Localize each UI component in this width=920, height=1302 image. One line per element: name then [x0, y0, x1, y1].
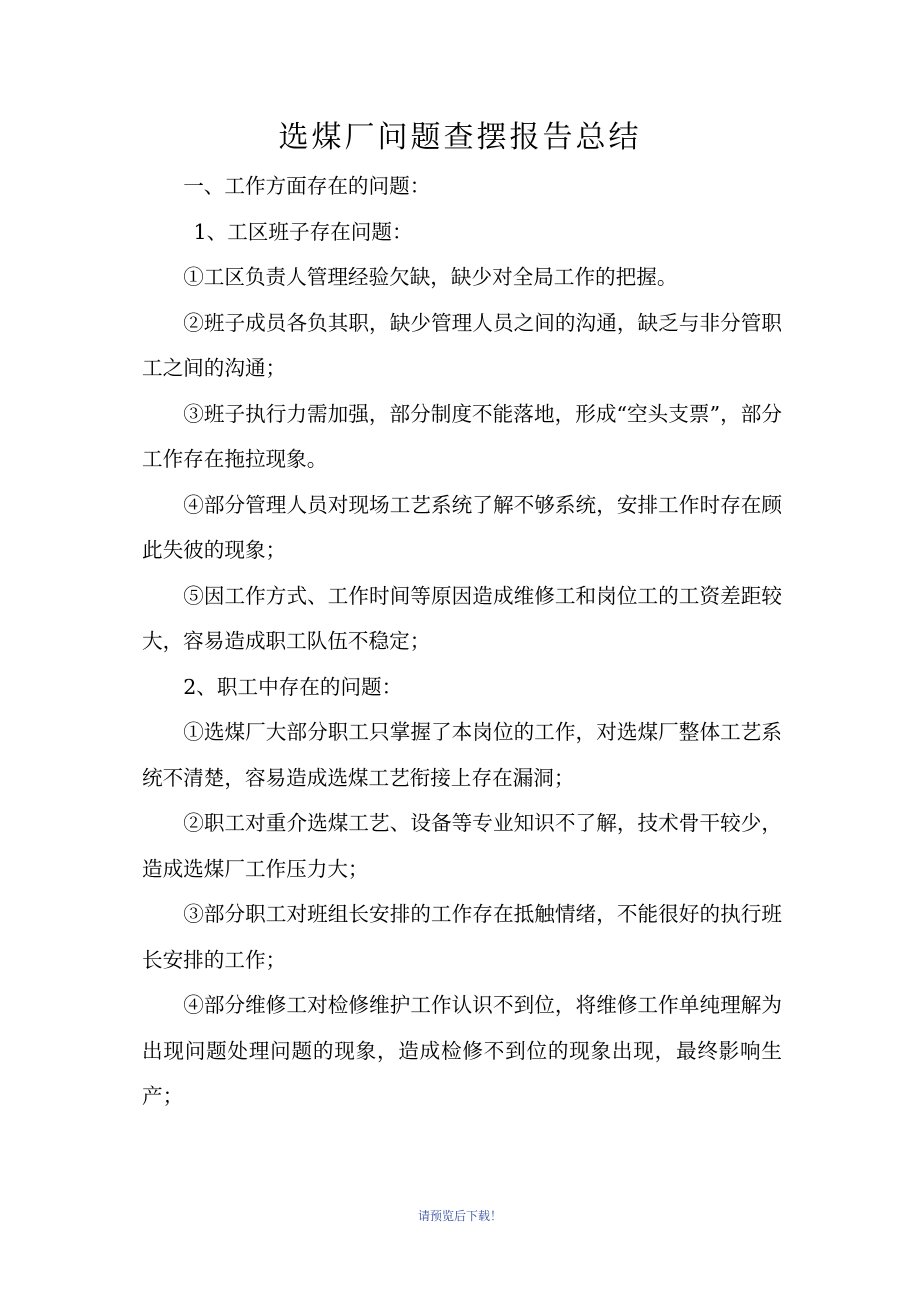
subsection-heading-1: 1、工区班子存在问题： [193, 219, 413, 244]
paragraph-item: ③部分职工对班组长安排的工作存在抵触情绪，不能很好的执行班长安排的工作； [142, 902, 782, 972]
document-title: 选煤厂问题查摆报告总结 [278, 120, 642, 155]
paragraph-item: ①选煤厂大部分职工只掌握了本岗位的工作，对选煤厂整体工艺系统不清楚，容易造成选煤工艺衔接上存在漏洞； [142, 720, 782, 790]
section-heading-1: 一、工作方面存在的问题： [183, 174, 431, 198]
paragraph-item: ②职工对重介选煤工艺、设备等专业知识不了解，技术骨干较少，造成选煤厂工作压力大； [142, 811, 782, 881]
paragraph-item: ⑤因工作方式、工作时间等原因造成维修工和岗位工的工资差距较大，容易造成职工队伍不稳定； [142, 583, 782, 653]
paragraph-item: ②班子成员各负其职，缺少管理人员之间的沟通，缺乏与非分管职工之间的沟通； [142, 310, 782, 380]
page-footer: 请预览后下载！ [417, 1209, 502, 1223]
subsection-heading-2: 2、职工中存在的问题： [183, 674, 403, 699]
paragraph-item: ①工区负责人管理经验欠缺，缺少对全局工作的把握。 [183, 265, 678, 289]
document-body [142, 164, 782, 1120]
paragraph-item: ④部分管理人员对现场工艺系统了解不够系统，安排工作时存在顾此失彼的现象； [142, 492, 782, 562]
paragraph-item: ④部分维修工对检修维护工作认识不到位，将维修工作单纯理解为出现问题处理问题的现象，造成检修不到位的现象出现，最终影响生产； [142, 993, 782, 1108]
paragraph-item: ③班子执行力需加强，部分制度不能落地，形成“空头支票”，部分工作存在拖拉现象。 [142, 401, 782, 471]
